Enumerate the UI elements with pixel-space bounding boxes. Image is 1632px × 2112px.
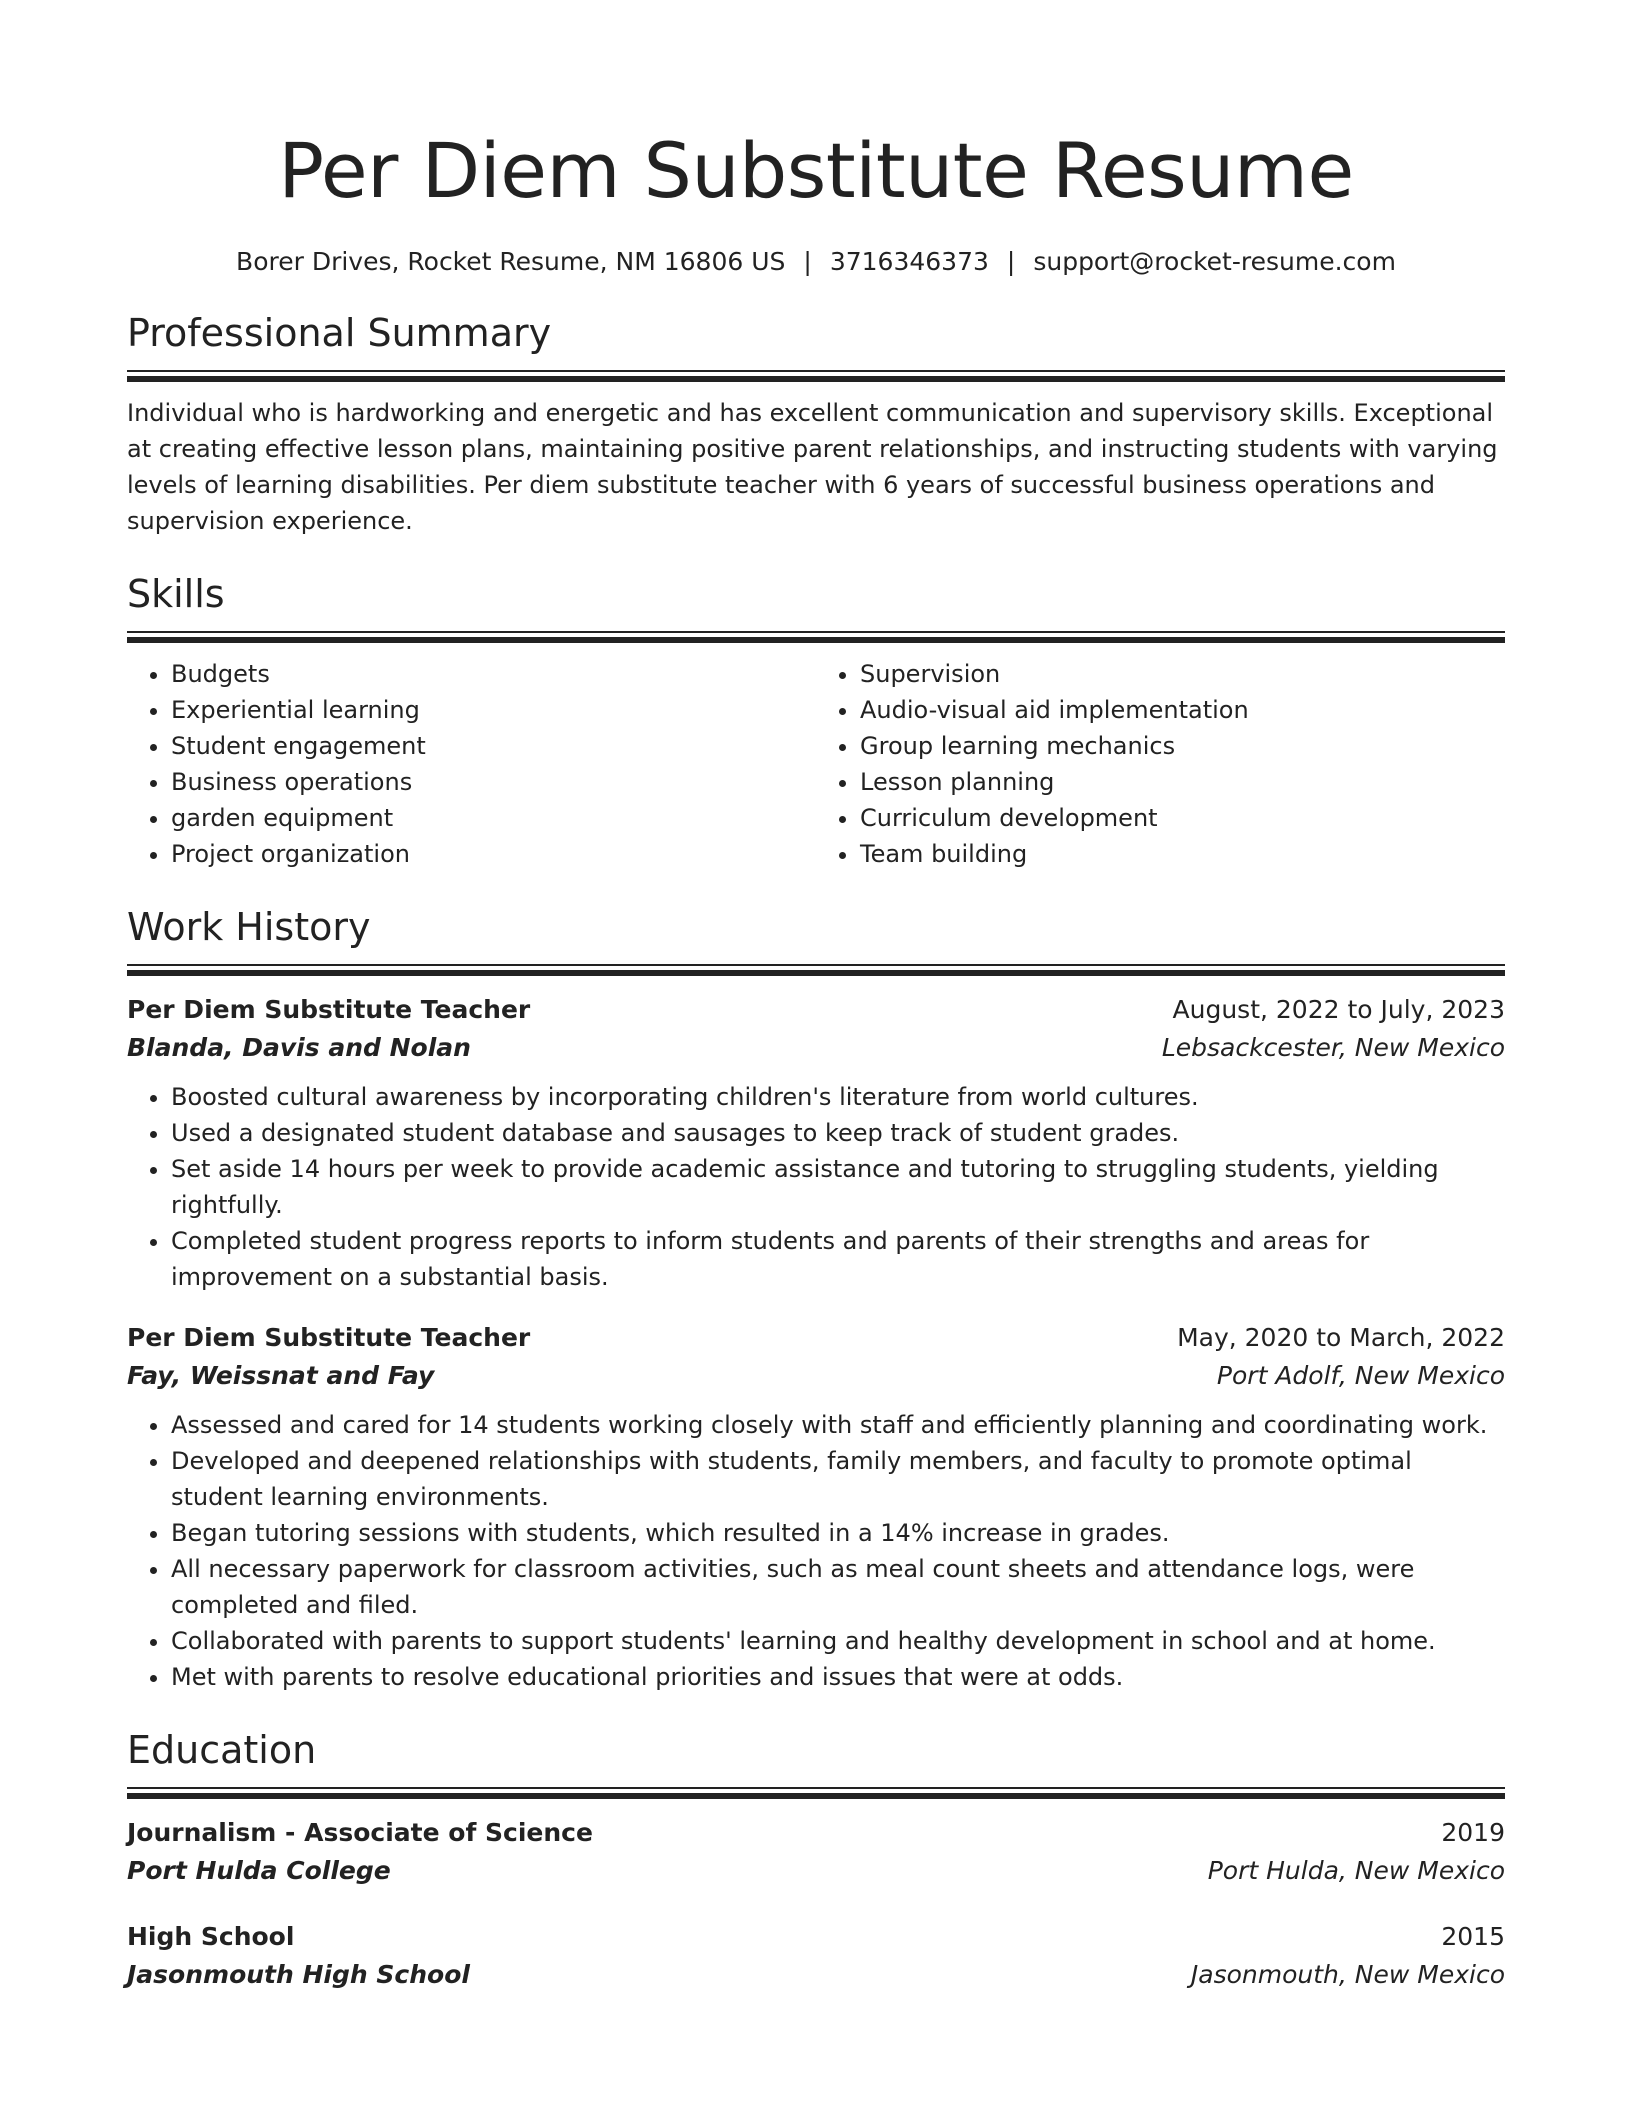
job-bullet: • Began tutoring sessions with students, which resulted in a 14% increase in grades. xyxy=(171,1515,1505,1551)
work-history-heading: Work History xyxy=(127,905,371,949)
skills-list xyxy=(127,656,1505,872)
job-bullet: • Used a designated student database and sausages to keep track of student grades. xyxy=(171,1115,1505,1151)
education-school: Jasonmouth High School xyxy=(127,1960,470,1989)
contact-email: support@rocket-resume.com xyxy=(1033,247,1396,276)
skill-item: • Curriculum development xyxy=(860,800,1505,836)
job-bullets xyxy=(127,1407,1505,1695)
skills-column-right xyxy=(816,656,1505,872)
job-entry xyxy=(127,991,1505,1295)
section-divider xyxy=(127,964,1505,975)
section-divider xyxy=(127,370,1505,381)
job-bullet: • All necessary paperwork for classroom activities, such as meal count sheets and attendance logs, were completed and filed. xyxy=(171,1551,1505,1623)
job-location: Port Adolf, New Mexico xyxy=(1216,1361,1505,1390)
skill-item: • Experiential learning xyxy=(171,692,816,728)
job-bullet: • Set aside 14 hours per week to provide academic assistance and tutoring to struggling students, yielding rightfully. xyxy=(171,1151,1505,1223)
skill-item: • Student engagement xyxy=(171,728,816,764)
education-degree: High School xyxy=(127,1922,295,1951)
job-dates: May, 2020 to March, 2022 xyxy=(1177,1323,1505,1352)
job-dates: August, 2022 to July, 2023 xyxy=(1172,995,1505,1024)
education-year: 2019 xyxy=(1441,1818,1505,1847)
job-bullet: • Completed student progress reports to inform students and parents of their strengths and areas for improvement on a substantial basis. xyxy=(171,1223,1505,1295)
contact-separator: | xyxy=(1006,247,1016,276)
job-bullet: • Collaborated with parents to support students' learning and healthy development in school and at home. xyxy=(171,1623,1505,1659)
education-location: Port Hulda, New Mexico xyxy=(1207,1856,1505,1885)
skills-section xyxy=(127,569,1505,872)
job-entry xyxy=(127,1319,1505,1695)
job-bullet: • Boosted cultural awareness by incorporating children's literature from world cultures. xyxy=(171,1079,1505,1115)
summary-text: Individual who is hardworking and energetic and has excellent communication and supervisory skills. Exceptional at creating effective lesson plans, maintaining positive parent relationships, and instructing students with varying levels of learning disabilities. Per diem substitute teacher with 6 years of successful business operations and supervision experience. xyxy=(127,399,1498,535)
education-heading: Education xyxy=(127,1728,317,1772)
skill-item: • Budgets xyxy=(171,656,816,692)
contact-separator: | xyxy=(803,247,812,276)
education-entry xyxy=(127,1814,1505,1890)
education-section xyxy=(127,1725,1505,1994)
section-divider xyxy=(127,631,1505,642)
skill-item: • Team building xyxy=(860,836,1505,872)
education-year: 2015 xyxy=(1441,1922,1505,1951)
section-divider xyxy=(127,1787,1505,1798)
summary-section xyxy=(127,308,1505,539)
job-bullets xyxy=(127,1079,1505,1295)
skill-item: • Business operations xyxy=(171,764,816,800)
contact-line xyxy=(127,244,1505,280)
skill-item: • Group learning mechanics xyxy=(860,728,1505,764)
education-location: Jasonmouth, New Mexico xyxy=(1190,1960,1505,1989)
education-entry xyxy=(127,1918,1505,1994)
summary-heading: Professional Summary xyxy=(127,311,552,355)
skill-item: • Lesson planning xyxy=(860,764,1505,800)
education-degree: Journalism - Associate of Science xyxy=(127,1818,593,1847)
job-bullet: • Developed and deepened relationships with students, family members, and faculty to promote optimal student learning environments. xyxy=(171,1443,1505,1515)
skill-item: • Project organization xyxy=(171,836,816,872)
contact-address: Borer Drives, Rocket Resume, NM 16806 US xyxy=(236,247,786,276)
skill-item: • garden equipment xyxy=(171,800,816,836)
resume-title: Per Diem Substitute Resume xyxy=(278,126,1354,215)
education-school: Port Hulda College xyxy=(127,1856,391,1885)
skills-heading: Skills xyxy=(127,572,225,616)
contact-phone: 3716346373 xyxy=(829,247,989,276)
job-title: Per Diem Substitute Teacher xyxy=(127,1323,531,1352)
job-company: Blanda, Davis and Nolan xyxy=(127,1033,471,1062)
skill-item: • Audio-visual aid implementation xyxy=(860,692,1505,728)
work-history-section xyxy=(127,902,1505,1695)
job-title: Per Diem Substitute Teacher xyxy=(127,995,531,1024)
job-location: Lebsackcester, New Mexico xyxy=(1161,1033,1505,1062)
job-company: Fay, Weissnat and Fay xyxy=(127,1361,435,1390)
skills-column-left xyxy=(127,656,816,872)
job-bullet: • Met with parents to resolve educational priorities and issues that were at odds. xyxy=(171,1659,1505,1695)
skill-item: • Supervision xyxy=(860,656,1505,692)
job-bullet: • Assessed and cared for 14 students working closely with staff and efficiently planning and coordinating work. xyxy=(171,1407,1505,1443)
